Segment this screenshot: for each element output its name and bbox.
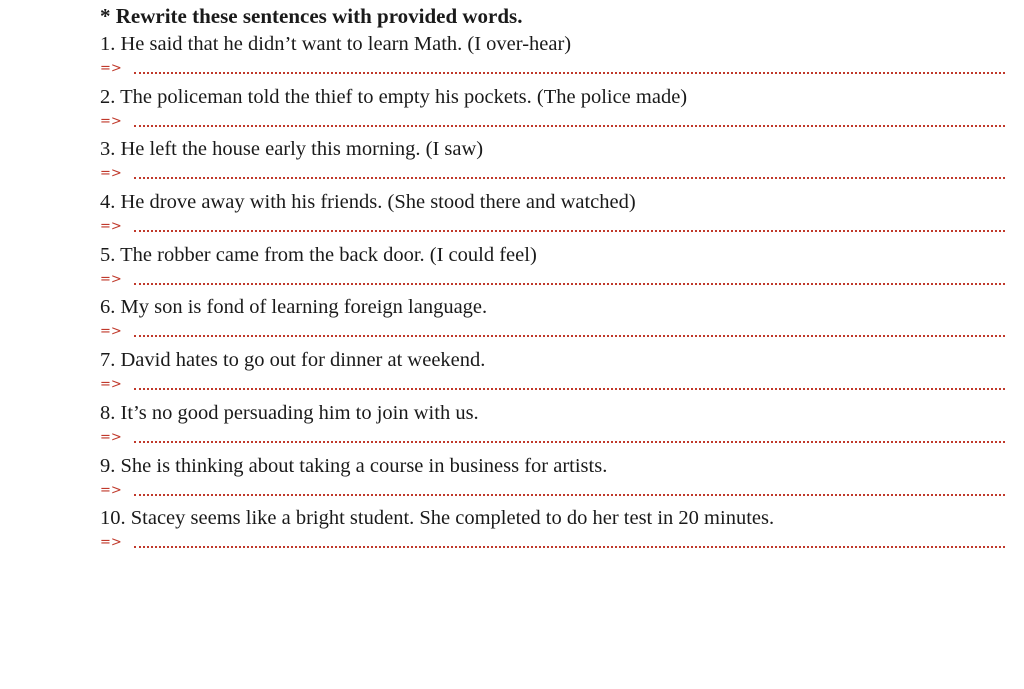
sentence-text: 7. David hates to go out for dinner at weekend.	[100, 349, 486, 372]
exercise-item-7	[100, 346, 1010, 399]
sentence-text: 9. She is thinking about taking a course in business for artists.	[100, 454, 608, 477]
exercise-item-10	[100, 504, 1010, 557]
exercise-list	[100, 30, 1010, 557]
sentence-text: 3. He left the house early this morning. (I saw)	[100, 138, 484, 161]
answer-blank-line[interactable]	[134, 546, 1005, 548]
answer-row[interactable]	[100, 216, 1005, 238]
exercise-item-4	[100, 188, 1010, 241]
answer-arrow: =>	[100, 166, 122, 182]
answer-blank-line[interactable]	[134, 125, 1005, 127]
answer-arrow: =>	[100, 324, 122, 340]
answer-arrow: =>	[100, 377, 122, 393]
sentence-text: 4. He drove away with his friends. (She stood there and watched)	[100, 191, 636, 214]
answer-arrow: =>	[100, 482, 122, 498]
sentence-text: 5. The robber came from the back door. (I could feel)	[100, 243, 537, 266]
answer-arrow: =>	[100, 271, 122, 287]
answer-row[interactable]	[100, 374, 1005, 396]
exercise-item-8	[100, 399, 1010, 452]
exercise-item-1	[100, 30, 1010, 83]
answer-arrow: =>	[100, 429, 122, 445]
answer-row[interactable]	[100, 111, 1005, 133]
answer-row[interactable]	[100, 269, 1005, 291]
exercise-item-5	[100, 241, 1010, 294]
exercise-item-2	[100, 83, 1010, 136]
answer-blank-line[interactable]	[134, 441, 1005, 443]
answer-row[interactable]	[100, 58, 1005, 80]
sentence-text: 10. Stacey seems like a bright student. She completed to do her test in 20 minutes.	[100, 507, 775, 530]
answer-arrow: =>	[100, 535, 122, 551]
answer-blank-line[interactable]	[134, 72, 1005, 74]
sentence-text: 8. It’s no good persuading him to join with us.	[100, 401, 479, 424]
answer-blank-line[interactable]	[134, 494, 1005, 496]
exercise-item-9	[100, 452, 1010, 505]
sentence-text: 1. He said that he didn’t want to learn Math. (I over-hear)	[100, 33, 572, 55]
answer-row[interactable]	[100, 480, 1005, 502]
sentence-text: 2. The policeman told the thief to empty his pockets. (The police made)	[100, 85, 688, 108]
answer-blank-line[interactable]	[134, 388, 1005, 390]
answer-row[interactable]	[100, 427, 1005, 449]
answer-arrow: =>	[100, 219, 122, 235]
answer-blank-line[interactable]	[134, 177, 1005, 179]
answer-arrow: =>	[100, 61, 122, 76]
exercise-item-6	[100, 293, 1010, 346]
sentence-text: 6. My son is fond of learning foreign language.	[100, 296, 488, 319]
answer-row[interactable]	[100, 532, 1005, 554]
exercise-item-3	[100, 135, 1010, 188]
answer-row[interactable]	[100, 163, 1005, 185]
answer-blank-line[interactable]	[134, 335, 1005, 337]
answer-blank-line[interactable]	[134, 283, 1005, 285]
answer-arrow: =>	[100, 113, 122, 129]
answer-row[interactable]	[100, 321, 1005, 343]
exercise-title: * Rewrite these sentences with provided words.	[100, 4, 523, 28]
answer-blank-line[interactable]	[134, 230, 1005, 232]
